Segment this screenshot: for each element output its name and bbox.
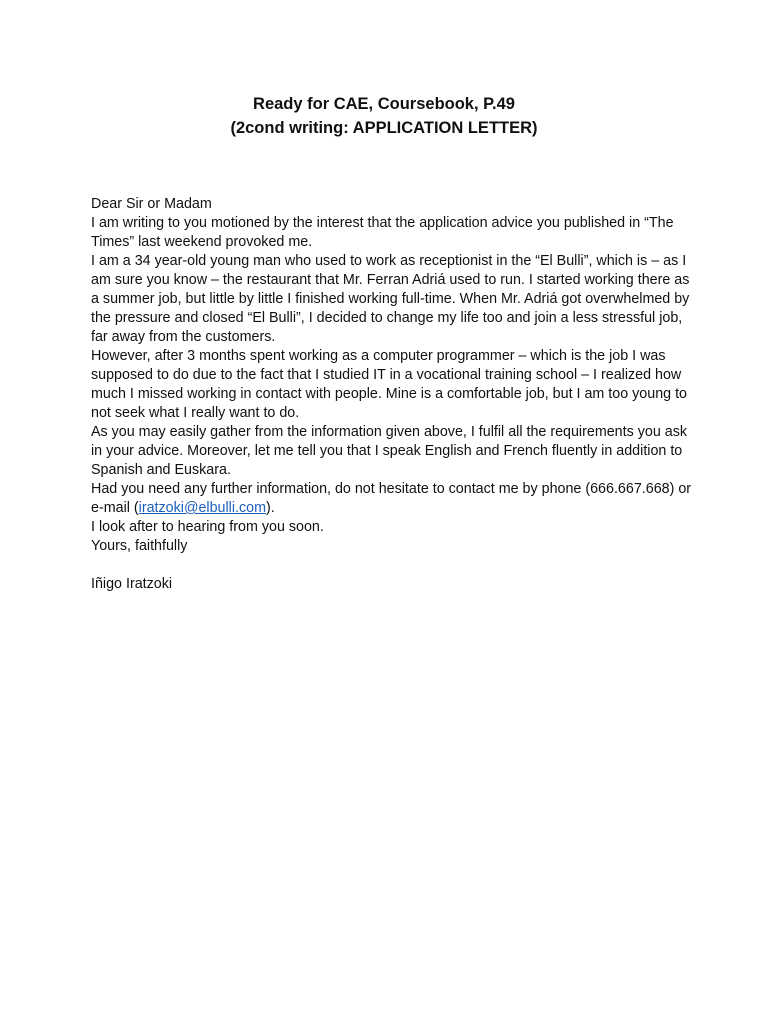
paragraph-2-line: the pressure and closed “El Bulli”, I decided to change my life too and join a less stressful job,	[91, 310, 683, 326]
salutation: Dear Sir or Madam	[91, 196, 212, 212]
title-line-1: Ready for CAE, Coursebook, P.49	[253, 95, 515, 113]
email-suffix: ).	[266, 500, 275, 516]
paragraph-3-line: supposed to do due to the fact that I studied IT in a vocational training school – I realized how	[91, 367, 682, 383]
paragraph-4-line: Spanish and Euskara.	[91, 462, 231, 478]
paragraph-1-line: Times” last weekend provoked me.	[91, 234, 313, 250]
paragraph-3-line: much I missed working in contact with people. Mine is a comfortable job, but I am too young to	[91, 386, 688, 402]
signature-name: Iñigo Iratzoki	[91, 576, 173, 592]
email-prefix: e-mail (	[91, 500, 139, 516]
closing-line: I look after to hearing from you soon.	[91, 519, 324, 535]
paragraph-2-line: am sure you know – the restaurant that Mr. Ferran Adriá used to run. I started working there as	[91, 272, 690, 288]
title-line-2: (2cond writing: APPLICATION LETTER)	[230, 119, 538, 137]
blank-line	[91, 556, 681, 575]
paragraph-1-line: I am writing to you motioned by the interest that the application advice you published in “The	[91, 215, 674, 231]
paragraph-2-line: I am a 34 year-old young man who used to work as receptionist in the “El Bulli”, which is – as I	[91, 253, 687, 269]
letter-body	[91, 195, 692, 594]
paragraph-5-email-line	[91, 499, 681, 518]
paragraph-3-line: However, after 3 months spent working as a computer programmer – which is the job I was	[91, 348, 666, 364]
paragraph-3-line: not seek what I really want to do.	[91, 405, 300, 421]
paragraph-4-line: As you may easily gather from the information given above, I fulfil all the requirements you ask	[91, 424, 687, 440]
email-link[interactable]: iratzoki@elbulli.com	[138, 500, 267, 516]
paragraph-2-line: far away from the customers.	[91, 329, 276, 345]
document-title	[0, 92, 768, 140]
paragraph-2-line: a summer job, but little by little I finished working full-time. When Mr. Adriá got overwhelmed by	[91, 291, 690, 307]
signoff: Yours, faithfully	[91, 538, 188, 554]
paragraph-4-line: in your advice. Moreover, let me tell you that I speak English and French fluently in addition to	[91, 443, 683, 459]
paragraph-5-line: Had you need any further information, do not hesitate to contact me by phone (666.667.668) or	[91, 481, 692, 497]
